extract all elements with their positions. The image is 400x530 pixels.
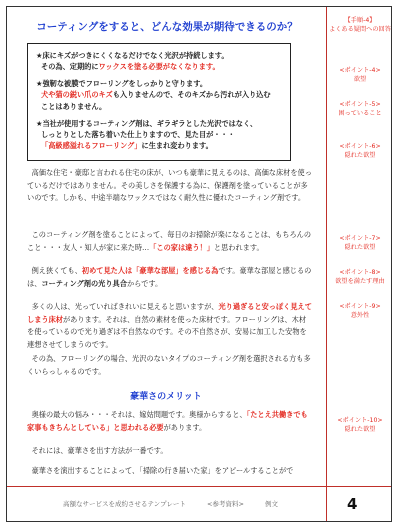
paragraph-8: 豪華さを演出することによって、「掃除の行き届いた家」をアピールすることがで bbox=[31, 466, 294, 475]
margin-divider bbox=[326, 7, 327, 521]
annotation-point-10: <ポイント-10> 隠れた欲望 bbox=[337, 417, 383, 433]
page-footer bbox=[7, 489, 325, 523]
annotation-point-9: <ポイント-9> 意外性 bbox=[339, 303, 381, 319]
benefits-box bbox=[27, 43, 291, 161]
annotation-point-5: <ポイント-5> 困っていること bbox=[338, 101, 382, 117]
document-page bbox=[6, 6, 392, 522]
page-number: 4 bbox=[347, 495, 358, 513]
paragraph-5: その為、フローリングの場合、光沢のないタイプのコーティング剤を選択される方も多くいらっしゃるのです。 bbox=[27, 354, 311, 376]
paragraph-4: 多くの人は、光っていればきれいに見えると思いますが、光り過ぎると安っぽく見えてしまう床材があります。それは、自然の素材を使った床材です。フローリングは、木材を使っているので光り過ぎは不自然なのです。その不自然さが、安易に加工した安物を連想させてしまうのです。 bbox=[27, 302, 312, 349]
benefit-3: ★当社が使用するコーティング剤は、ギラギラとした光沢ではなく、 しっとりとした落ち着いた仕上りますので、見た目が・・・ 「高級感溢れるフローリング」に生まれ変わります。 bbox=[36, 118, 258, 151]
section-heading: 豪華さのメリット bbox=[130, 392, 202, 402]
footer-example-label: 例文 bbox=[265, 500, 278, 508]
paragraph-7: それには、豪華さを出す方法が一番です。 bbox=[31, 446, 168, 455]
paragraph-1: 高価な住宅・豪邸と言われる住宅の床が、いつも豪華に見えるのは、高価な床材を使っているだけではありません。その美しさを保護する為に、保護剤を塗っていることが多いのです。しかも、中途半端なワックスではなく耐久性に優れたコーティング剤です。 bbox=[27, 168, 312, 203]
main-column bbox=[7, 7, 325, 508]
annotation-point-4: <ポイント-4> 欲望 bbox=[339, 67, 381, 83]
annotation-point-8: <ポイント-8> 欲望を満たす理由 bbox=[335, 269, 385, 285]
annotation-step-4: 【手順-4】 よくある疑問への回答 bbox=[329, 17, 391, 33]
page-title: コーティングをすると、どんな効果が期待できるのか？ bbox=[36, 21, 298, 33]
benefit-1: ★床にキズがつきにくくなるだけでなく光沢が持続します。 その為、定期的にワックスを塗る必要がなくなります。 bbox=[36, 51, 229, 72]
footer-template-name: 高額なサービスを成約させるテンプレート bbox=[63, 500, 186, 508]
annotation-point-6: <ポイント-6> 隠れた欲望 bbox=[339, 143, 381, 159]
paragraph-3: 例え狭くても、初めて見た人は「豪華な部屋」を感じる為です。豪華な部屋と感じるのは、コーティング剤の光り具合からです。 bbox=[27, 266, 312, 288]
footer-reference-label: <参考資料> bbox=[207, 500, 244, 508]
paragraph-2: このコーティング剤を塗ることによって、毎日のお掃除が楽になることは、もちろんのこと・・・友人・知人が家に来た時…「この家は違う！」と思われます。 bbox=[27, 230, 312, 252]
benefit-2: ★強靭な被膜でフローリングをしっかりと守ります。 犬や猫の鋭い爪のキズも入りませんので、そのキズから汚れが入り込む ことはありません。 bbox=[36, 79, 271, 111]
paragraph-6: 奥様の最大の悩み・・・それは、嫁姑問題です。奥様からすると、「たとえ共働きでも家事もきちんとしている」と思われる必要があります。 bbox=[27, 410, 308, 432]
annotation-point-7: <ポイント-7> 隠れた欲望 bbox=[339, 235, 381, 251]
